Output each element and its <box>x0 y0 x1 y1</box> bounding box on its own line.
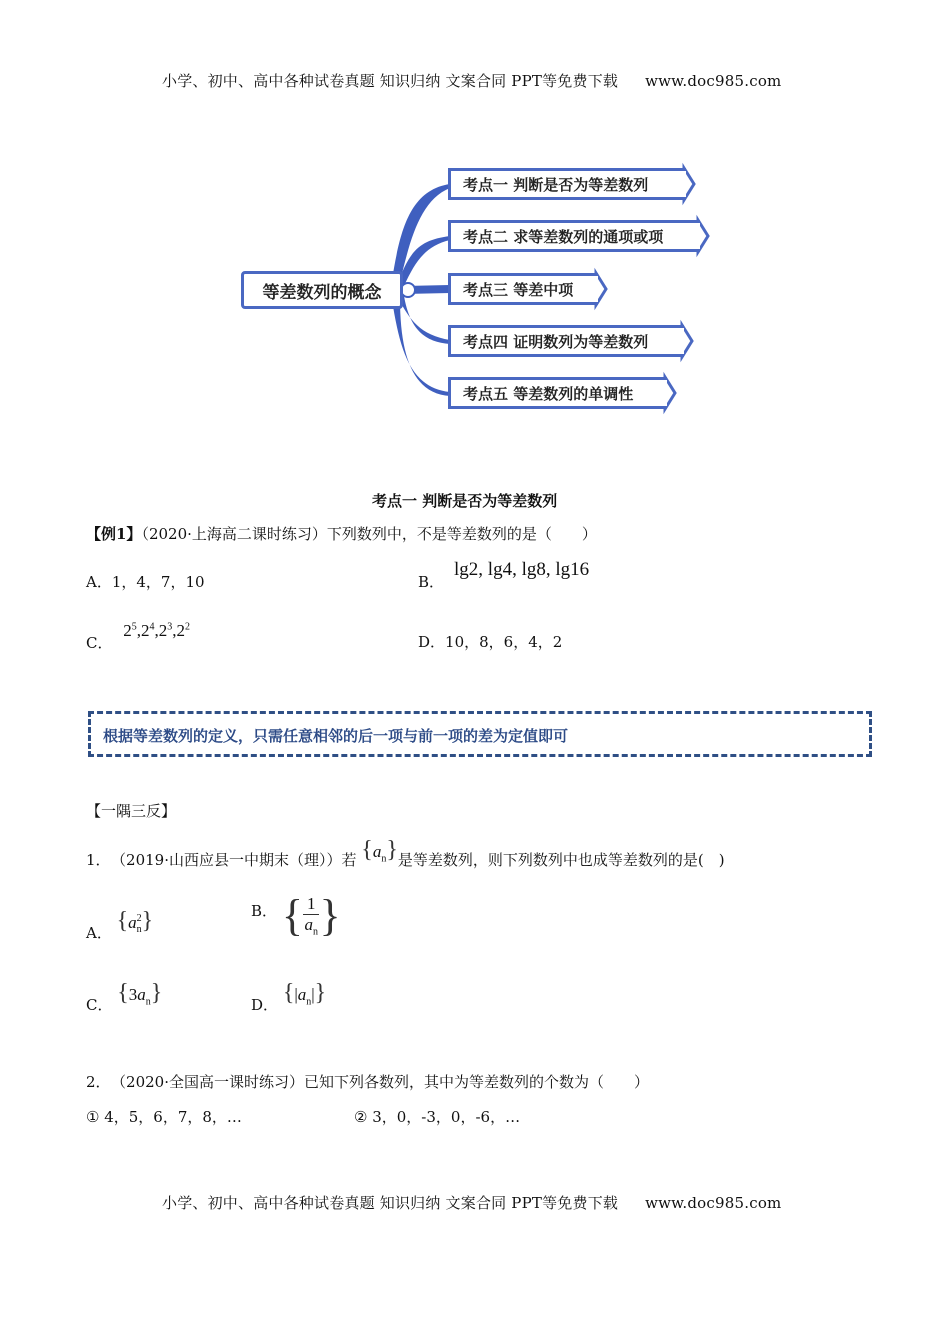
q1-option-c <box>86 980 163 1014</box>
practice-heading: 【一隅三反】 <box>86 802 177 820</box>
q1-c-coef: 3 <box>128 985 138 1004</box>
branch-1-label: 考点一 判断是否为等差数列 <box>463 175 649 194</box>
branch-1 <box>392 184 450 282</box>
footer-url: www.doc985.com <box>645 1194 782 1212</box>
q1-b-den-sub: n <box>312 926 318 938</box>
example-1-tag: 【例1】 <box>86 525 142 543</box>
branch-5 <box>392 298 450 396</box>
tip-text: 根据等差数列的定义，只需任意相邻的后一项与前一项的差为定值即可 <box>103 727 569 745</box>
q1-d-sub: n <box>306 996 312 1008</box>
c-exp-4: 2 <box>185 621 191 633</box>
branch-5-label: 考点五 等差数列的单调性 <box>463 384 634 403</box>
example-1-option-b <box>418 559 590 591</box>
q1-c-sub: n <box>145 996 151 1008</box>
q1-b-math: { 1 $a_n$ } <box>281 891 341 940</box>
practice-q1-stem <box>86 837 725 872</box>
q1-a-sq: 2 <box>136 913 142 925</box>
option-c-math: $2^5,2^4,2^3,2^2$ <box>123 621 191 640</box>
q1-a-var: a <box>128 913 137 932</box>
mindmap-center-label: 等差数列的概念 <box>262 282 382 303</box>
footer-text: 小学、初中、高中各种试卷真题 知识归纳 文案合同 PPT等免费下载 <box>162 1194 619 1212</box>
q1-option-a <box>86 908 154 942</box>
tip-box <box>88 711 872 757</box>
q1-seq-sub: n <box>381 853 387 865</box>
option-c-label: C． <box>86 634 113 652</box>
branch-3-label: 考点三 等差中项 <box>463 280 574 299</box>
center-node-dot <box>401 283 415 297</box>
q2-stem-text: （2020·全国高一课时练习）已知下列各数列，其中为等差数列的个数为（ ） <box>118 1073 649 1091</box>
q1-sequence: $\{a_n\}$ <box>361 837 398 865</box>
example-1-stem <box>86 523 597 544</box>
q1-option-b <box>251 890 341 941</box>
q1-c-var: a <box>137 985 146 1004</box>
section-title: 考点一 判断是否为等差数列 <box>372 492 558 510</box>
q1-b-den-var: a <box>304 914 313 934</box>
q1-option-d <box>251 980 327 1014</box>
mindmap-center <box>241 271 403 309</box>
q1-b-numerator: 1 <box>303 894 320 915</box>
branch-2-label: 考点二 求等差数列的通项或项 <box>463 227 664 246</box>
q1-a-math: {a 2 n } <box>116 908 154 936</box>
q1-c-label: C． <box>86 996 113 1014</box>
mindmap-branch-2 <box>448 220 700 252</box>
q1-d-var: a <box>297 985 307 1004</box>
mindmap-branch-3 <box>448 273 598 305</box>
header-text: 小学、初中、高中各种试卷真题 知识归纳 文案合同 PPT等免费下载 <box>162 72 619 90</box>
q2-item-1: ① 4，5，6，7，8，… <box>86 1108 242 1126</box>
q1-c-math: $\{3a_n\}$ <box>117 980 163 1008</box>
q2-item-2: ② 3，0，-3，0，-6，… <box>354 1108 521 1126</box>
option-b-math: lg2, lg4, lg8, lg16 <box>454 559 590 580</box>
mindmap-branch-4 <box>448 325 684 357</box>
q2-number: 2． <box>86 1073 111 1091</box>
q1-number: 1． <box>86 851 111 869</box>
c-base-1: 2 <box>123 621 132 640</box>
c-exp-1: 5 <box>131 621 137 633</box>
q1-stem-pre: （2019·山西应县一中期末（理））若 <box>118 851 357 869</box>
header-url: www.doc985.com <box>645 72 782 90</box>
practice-q2-stem <box>86 1071 649 1092</box>
branch-4 <box>398 296 450 344</box>
q1-a-sub: n <box>136 924 142 936</box>
c-exp-2: 4 <box>149 621 155 633</box>
example-1-question: （2020·上海高二课时练习）下列数列中，不是等差数列的是（ ） <box>141 525 597 543</box>
branch-4-label: 考点四 证明数列为等差数列 <box>463 332 649 351</box>
page-footer <box>162 1192 781 1213</box>
c-base-3: 2 <box>158 621 168 640</box>
q1-stem-post: 是等差数列，则下列数列中也成等差数列的是( ) <box>397 851 725 869</box>
example-1-option-d: D．10，8，6，4，2 <box>418 633 563 651</box>
example-1-option-c <box>86 620 191 652</box>
option-b-label: B． <box>418 573 445 591</box>
q1-b-fraction <box>303 894 320 937</box>
mindmap-branch-5 <box>448 377 667 409</box>
q1-a-label: A． <box>86 924 112 942</box>
q1-d-label: D． <box>251 996 279 1014</box>
example-1-option-a: A．1，4，7，10 <box>86 573 205 591</box>
q1-d-math: $\{|a_n|\}$ <box>282 980 327 1008</box>
q1-b-label: B． <box>251 902 278 920</box>
c-base-2: 2 <box>141 621 150 640</box>
c-exp-3: 3 <box>167 621 173 633</box>
mindmap-branch-1 <box>448 168 686 200</box>
c-base-4: 2 <box>176 621 186 640</box>
q1-seq-var: a <box>372 842 382 861</box>
